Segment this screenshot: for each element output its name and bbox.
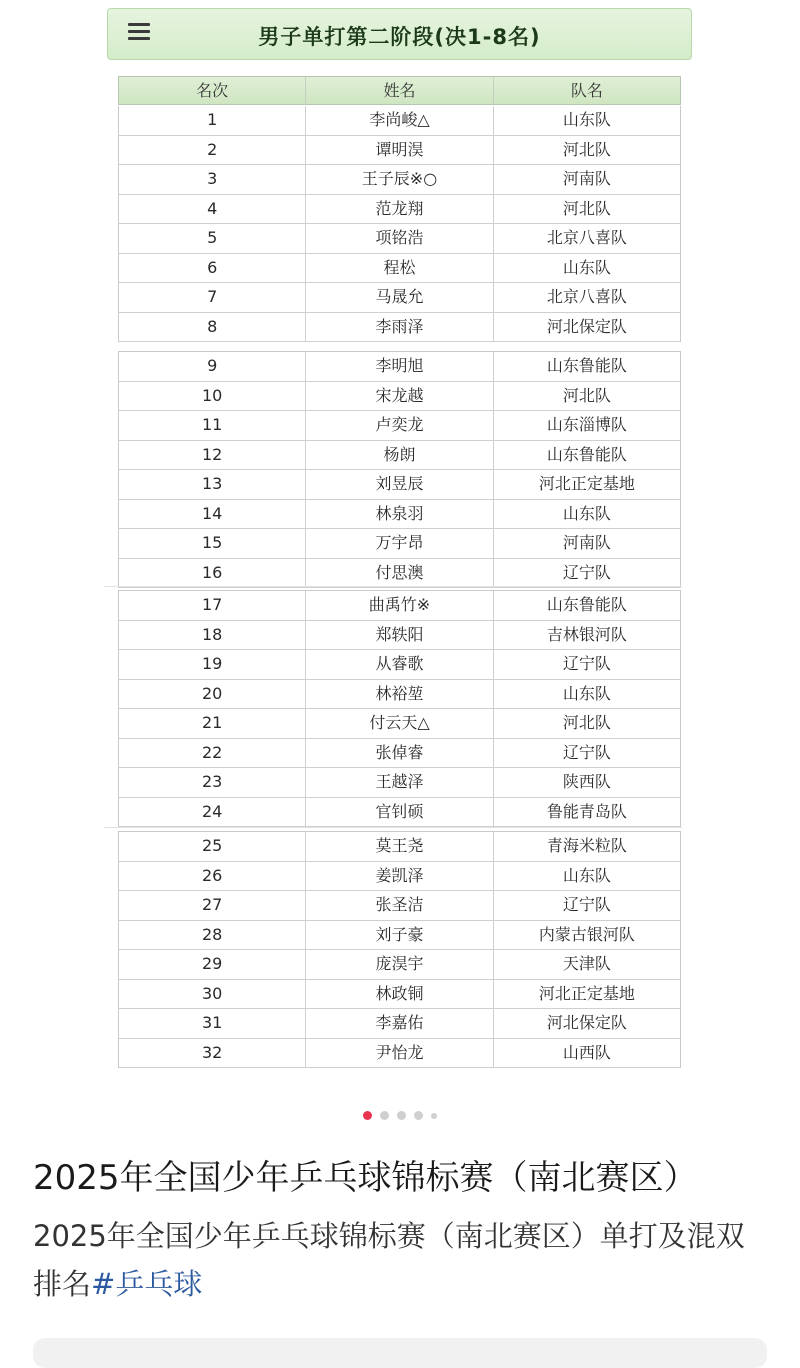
- banner-title: 男子单打第二阶段(决1-8名): [258, 25, 541, 49]
- rank-cell: 10: [119, 382, 306, 411]
- table-group: [118, 106, 681, 342]
- header-banner: [107, 8, 692, 60]
- team-cell: 吉林银河队: [546, 624, 627, 644]
- name-cell: 姜凯泽: [306, 862, 493, 891]
- team-cell: 辽宁队: [562, 562, 611, 582]
- rank-cell: 21: [119, 709, 306, 738]
- team-cell: 内蒙古银河队: [538, 924, 635, 944]
- team-cell: 河北正定基地: [538, 474, 635, 493]
- table-row: [119, 352, 680, 382]
- rank-cell: 4: [119, 195, 306, 224]
- name-cell: 宋龙越: [306, 382, 493, 411]
- rank-cell: 16: [119, 559, 306, 588]
- team-cell: 河南队: [562, 533, 611, 552]
- carousel-dot[interactable]: [380, 1111, 389, 1120]
- rank-cell: 15: [119, 529, 306, 558]
- team-cell: 山东鲁能队: [546, 595, 627, 614]
- rank-cell: 22: [119, 739, 306, 768]
- table-row: [119, 382, 680, 412]
- carousel-dots: [0, 1111, 800, 1120]
- table-row: [119, 254, 680, 284]
- team-cell: 河北保定队: [546, 1013, 627, 1032]
- table-row: [119, 1039, 680, 1069]
- rank-cell: 14: [119, 500, 306, 529]
- table-row: [119, 283, 680, 313]
- post-title: 2025年全国少年乒乓球锦标赛（南北赛区）: [33, 1158, 698, 1198]
- name-cell: 刘子豪: [306, 921, 493, 950]
- group-divider: [104, 827, 682, 828]
- table-row: [119, 1009, 680, 1039]
- name-cell: 马晟允: [306, 283, 493, 312]
- table-row: [119, 224, 680, 254]
- rank-cell: 23: [119, 768, 306, 797]
- name-cell: 王子辰※○: [306, 165, 493, 194]
- table-group: [118, 590, 681, 827]
- name-cell: 官钊硕: [306, 798, 493, 827]
- name-cell: 范龙翔: [306, 195, 493, 224]
- post-body-text: 2025年全国少年乒乓球锦标赛（南北赛区）单打及混双排名: [33, 1219, 745, 1301]
- table-row: [119, 470, 680, 500]
- carousel-dot[interactable]: [363, 1111, 372, 1120]
- table-row: [119, 441, 680, 471]
- name-cell: 林政铜: [306, 980, 493, 1009]
- team-cell: 山东淄博队: [546, 415, 627, 434]
- name-cell: 付思澳: [306, 559, 493, 588]
- table-row: [119, 891, 680, 921]
- rank-cell: 5: [119, 224, 306, 253]
- name-cell: 李尚峻△: [306, 106, 493, 135]
- team-cell: 山东队: [562, 110, 611, 129]
- team-cell: 鲁能青岛队: [546, 801, 627, 821]
- carousel-dot[interactable]: [414, 1111, 423, 1120]
- header-name: 姓名: [306, 77, 493, 104]
- rank-cell: 12: [119, 441, 306, 470]
- rank-cell: 32: [119, 1039, 306, 1068]
- team-cell: 辽宁队: [562, 742, 611, 762]
- rank-cell: 17: [119, 591, 306, 620]
- table-row: [119, 921, 680, 951]
- team-cell: 山西队: [562, 1042, 611, 1062]
- team-cell: 河北队: [562, 139, 611, 159]
- header-rank: 名次: [119, 77, 306, 104]
- team-cell: 北京八喜队: [546, 287, 627, 306]
- rank-cell: 8: [119, 313, 306, 342]
- rank-cell: 18: [119, 621, 306, 650]
- table-row: [119, 739, 680, 769]
- table-row: [119, 313, 680, 343]
- team-cell: 河北队: [562, 198, 611, 218]
- table-row: [119, 768, 680, 798]
- rank-cell: 30: [119, 980, 306, 1009]
- name-cell: 谭明淏: [306, 136, 493, 165]
- rank-cell: 6: [119, 254, 306, 283]
- name-cell: 林泉羽: [306, 500, 493, 529]
- table-row: [119, 106, 680, 136]
- name-cell: 张圣洁: [306, 891, 493, 920]
- table-row: [119, 195, 680, 225]
- team-cell: 陕西队: [562, 772, 611, 791]
- name-cell: 卢奕龙: [306, 411, 493, 440]
- rank-cell: 26: [119, 862, 306, 891]
- team-cell: 山东队: [562, 865, 611, 885]
- rank-cell: 20: [119, 680, 306, 709]
- table-row: [119, 980, 680, 1010]
- team-cell: 河南队: [562, 169, 611, 188]
- table-row: [119, 165, 680, 195]
- team-cell: 北京八喜队: [546, 228, 627, 247]
- group-divider: [104, 586, 682, 587]
- team-cell: 山东队: [562, 257, 611, 277]
- ranking-table: [118, 76, 681, 1062]
- team-cell: 辽宁队: [562, 895, 611, 914]
- name-cell: 杨朗: [306, 441, 493, 470]
- table-row: [119, 559, 680, 589]
- table-row: [119, 709, 680, 739]
- rank-cell: 1: [119, 106, 306, 135]
- rank-cell: 13: [119, 470, 306, 499]
- hashtag-link[interactable]: #乒乓球: [91, 1267, 203, 1301]
- rank-cell: 3: [119, 165, 306, 194]
- rank-cell: 7: [119, 283, 306, 312]
- table-row: [119, 500, 680, 530]
- rank-cell: 19: [119, 650, 306, 679]
- team-cell: 山东鲁能队: [546, 356, 627, 375]
- table-group: [118, 831, 681, 1068]
- post-body: [33, 1212, 773, 1308]
- rank-cell: 31: [119, 1009, 306, 1038]
- table-row: [119, 650, 680, 680]
- table-row: [119, 591, 680, 621]
- name-cell: 刘昱辰: [306, 470, 493, 499]
- rank-cell: 25: [119, 832, 306, 861]
- name-cell: 郑轶阳: [306, 621, 493, 650]
- team-cell: 山东队: [562, 683, 611, 703]
- name-cell: 李雨泽: [306, 313, 493, 342]
- table-row: [119, 136, 680, 166]
- name-cell: 曲禹竹※: [306, 591, 493, 620]
- table-header: [118, 76, 681, 105]
- name-cell: 从睿歌: [306, 650, 493, 679]
- team-cell: 山东队: [562, 503, 611, 523]
- name-cell: 庞淏宇: [306, 950, 493, 979]
- name-cell: 项铭浩: [306, 224, 493, 253]
- rank-cell: 24: [119, 798, 306, 827]
- table-row: [119, 862, 680, 892]
- name-cell: 李明旭: [306, 352, 493, 381]
- carousel-dot[interactable]: [431, 1113, 437, 1119]
- team-cell: 青海米粒队: [546, 836, 627, 855]
- carousel-dot[interactable]: [397, 1111, 406, 1120]
- rank-cell: 2: [119, 136, 306, 165]
- team-cell: 山东鲁能队: [546, 444, 627, 464]
- team-cell: 河北队: [562, 713, 611, 732]
- name-cell: 程松: [306, 254, 493, 283]
- table-row: [119, 411, 680, 441]
- name-cell: 尹怡龙: [306, 1039, 493, 1068]
- table-row: [119, 950, 680, 980]
- name-cell: 林裕堃: [306, 680, 493, 709]
- name-cell: 张倬睿: [306, 739, 493, 768]
- rank-cell: 11: [119, 411, 306, 440]
- team-cell: 河北保定队: [546, 316, 627, 336]
- name-cell: 王越泽: [306, 768, 493, 797]
- name-cell: 莫王尧: [306, 832, 493, 861]
- comment-bar[interactable]: [33, 1338, 767, 1368]
- table-row: [119, 621, 680, 651]
- rank-cell: 9: [119, 352, 306, 381]
- name-cell: 李嘉佑: [306, 1009, 493, 1038]
- rank-cell: 29: [119, 950, 306, 979]
- team-cell: 辽宁队: [562, 654, 611, 673]
- table-row: [119, 798, 680, 828]
- header-team: 队名: [570, 81, 603, 100]
- rank-cell: 27: [119, 891, 306, 920]
- name-cell: 万宇昂: [306, 529, 493, 558]
- table-row: [119, 680, 680, 710]
- team-cell: 河北队: [562, 385, 611, 405]
- team-cell: 天津队: [562, 954, 611, 973]
- table-row: [119, 832, 680, 862]
- table-group: [118, 351, 681, 588]
- name-cell: 付云天△: [306, 709, 493, 738]
- team-cell: 河北正定基地: [538, 983, 635, 1003]
- rank-cell: 28: [119, 921, 306, 950]
- table-row: [119, 529, 680, 559]
